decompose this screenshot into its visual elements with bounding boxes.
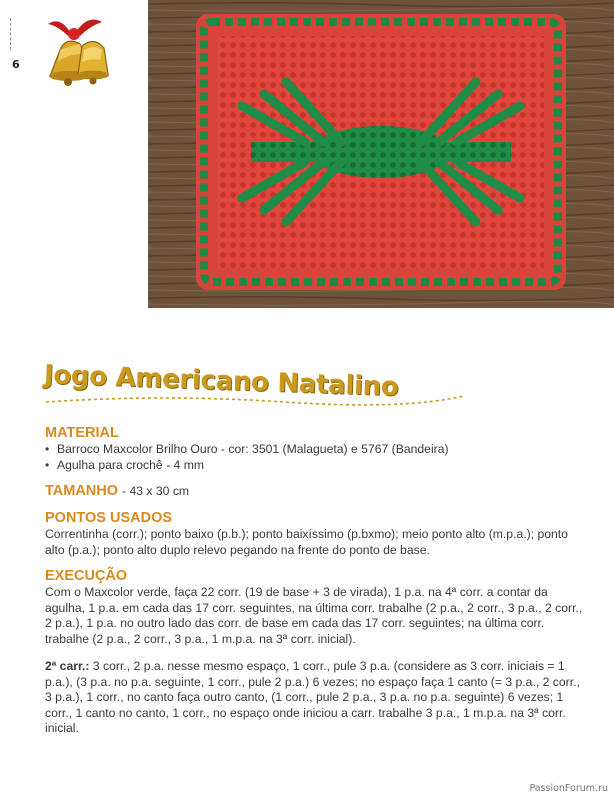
instructions [45,425,585,747]
margin-dash [10,18,11,50]
christmas-bells-icon [30,10,122,100]
page-title: Jogo Americano Natalino [43,360,399,403]
execucao-text: Com o Maxcolor verde, faça 22 corr. (19 de base + 3 de virada), 1 p.a. na 4ª corr. a contar da agulha, 1 p.a. em cada das 17 corr. seguintes, na última corr. trabalhe (2 p.a., 2 corr., 3 p.a., 2 corr., 2 p.a.), 1 p.a. no outro lado das corr. de base em cada das 17 corr. seguintes; na última corr. trabalhe (2 p.a., 2 corr., 3 p.a., 1 m.p.a. na 3ª corr. inicial). [45,585,583,646]
execucao-heading: EXECUÇÃO [45,568,128,584]
page-number: 6 [12,58,20,71]
watermark: PassionForum.ru [529,783,608,794]
title-block [44,356,474,416]
material-item: • Barroco Maxcolor Brilho Ouro - cor: 3501 (Malagueta) e 5767 (Bandeira) [45,442,585,458]
pontos-text: Correntinha (corr.); ponto baixo (p.b.); ponto baixíssimo (p.bxmo); meio ponto alto (m.p.a.); ponto alto (p.a.); ponto alto duplo relevo pegando na frente do ponto de base. [45,527,568,557]
material-item: • Agulha para crochê - 4 mm [45,458,585,474]
tamanho-value: - 43 x 30 cm [122,484,190,498]
material-section [45,425,585,473]
execucao-section [45,568,585,737]
material-heading: MATERIAL [45,425,119,441]
title-underline [44,388,474,410]
pontos-section [45,510,585,558]
pontos-heading: PONTOS USADOS [45,510,173,526]
round-2-paragraph [45,659,585,737]
round-2-label: 2ª carr.: [45,659,90,673]
material-list [45,442,585,473]
round-2-text: 3 corr., 2 p.a. nesse mesmo espaço, 1 corr., pule 3 p.a. (considere as 3 corr. iniciais = 1 p.a.), (3 p.a. no p.a. seguinte, 1 corr., pule 2 p.a.) 6 vezes; no espaço faça 1 canto (= 3 p.a., 2 corr., 3 p.a.), 1 corr., no canto faça outro canto, (1 corr., pule 2 p.a., 3 p.a. no p.a. seguinte) 6 vezes; 1 corr., 1 canto no canto, 1 corr., no espaço onde iniciou a carr. trabalhe 3 p.a., 1 m.p.a. na 3ª corr. inicial. [45,659,580,735]
placemat-photo [148,0,614,308]
tamanho-section [45,483,585,500]
tamanho-heading: TAMANHO [45,483,119,499]
